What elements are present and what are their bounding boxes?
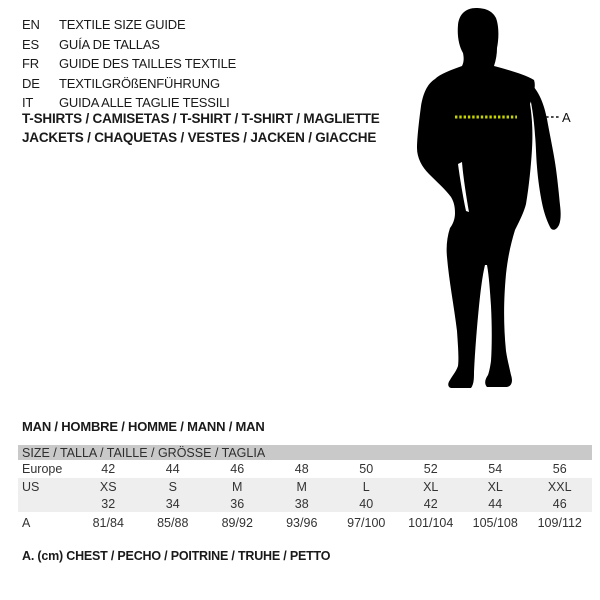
row-label: A [22,516,31,530]
table-row-us [18,478,592,495]
table-row-chest-a [18,512,592,534]
lang-code: ES [22,36,39,52]
table-cell: 93/96 [286,516,318,530]
lang-row-es [22,35,236,55]
table-cell: 40 [359,496,374,511]
man-body-shape [417,8,535,388]
table-cell: 89/92 [221,516,253,530]
table-cell: 52 [423,462,438,476]
size-table-header [18,445,592,460]
lang-label: GUIDE DES TAILLES TEXTILE [59,56,237,72]
table-cell: 46 [230,462,245,476]
table-cell: 44 [488,496,503,511]
table-cell: 38 [294,496,309,511]
table-cell: M [232,479,243,494]
lang-code: EN [22,17,40,33]
lang-code: DE [22,75,40,91]
table-cell: 54 [488,462,503,476]
table-cell: 46 [552,496,567,511]
measure-label-a: A [562,110,571,125]
category-headings [22,109,380,147]
size-table-header-label: SIZE / TALLA / TAILLE / GRÖSSE / TAGLIA [22,445,266,460]
lang-row-en [22,15,236,35]
lang-code: FR [22,56,39,72]
chest-footnote: A. (cm) CHEST / PECHO / POITRINE / TRUHE / PETTO [22,549,331,563]
table-cell: 36 [230,496,245,511]
table-cell: M [296,479,307,494]
table-cell: 44 [165,462,180,476]
table-cell: XL [487,479,503,494]
row-label: US [22,479,40,494]
table-cell: L [362,479,370,494]
table-cell: XL [423,479,439,494]
table-cell: 42 [423,496,438,511]
table-cell: XS [99,479,117,494]
lang-label: TEXTILGRÖßENFÜHRUNG [59,75,220,91]
table-cell: 42 [101,462,116,476]
table-cell: XXL [547,479,572,494]
table-cell: 34 [165,496,180,511]
category-jackets: JACKETS / CHAQUETAS / VESTES / JACKEN / GIACCHE [22,130,377,145]
table-cell: S [168,479,177,494]
table-cell: 85/88 [157,516,189,530]
lang-row-fr [22,54,236,74]
table-cell: 97/100 [347,516,386,530]
table-cell: 56 [552,462,567,476]
table-cell: 50 [359,462,374,476]
table-row-europe [18,460,592,478]
lang-code: IT [22,95,34,111]
lang-label: TEXTILE SIZE GUIDE [59,17,186,33]
man-silhouette-svg [395,5,575,395]
table-cell: 101/104 [408,516,454,530]
lang-label: GUÍA DE TALLAS [59,36,160,52]
man-silhouette-figure [395,5,575,395]
category-tshirts: T-SHIRTS / CAMISETAS / T-SHIRT / T-SHIRT / MAGLIETTE [22,111,380,126]
table-cell: 109/112 [537,516,582,530]
language-list [22,15,236,113]
table-cell: 105/108 [472,516,518,530]
lang-row-de [22,74,236,94]
table-cell: 48 [294,462,309,476]
table-cell: 81/84 [92,516,124,530]
table-cell: 32 [101,496,116,511]
row-label: Europe [22,462,63,476]
table-row-us-numeric [18,495,592,512]
section-title-man: MAN / HOMBRE / HOMME / MANN / MAN [22,419,265,434]
size-table [18,445,592,534]
lang-label: GUIDA ALLE TAGLIE TESSILI [59,95,230,111]
man-right-arm-shape [529,83,561,230]
